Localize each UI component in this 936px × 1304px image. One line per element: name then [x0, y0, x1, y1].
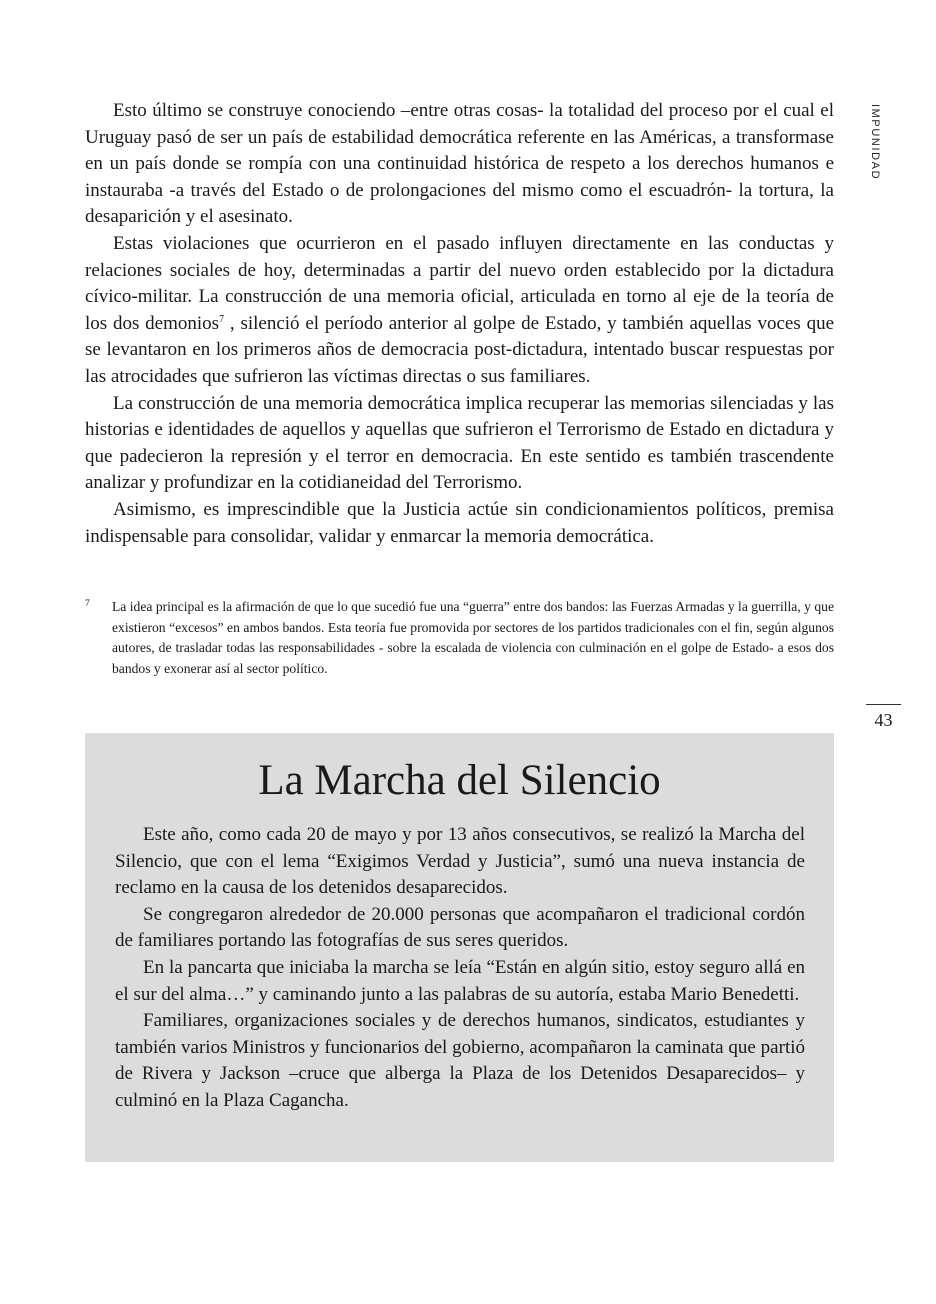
body-paragraph-3: La construcción de una memoria democrática implica recuperar las memorias silenciadas y las historias e identidades de aquellos y aquellas que sufrieron el Terrorismo de Estado en dictadura y que padecieron la represión y el terror en democracia. En este sentido es también trascendente analizar y profundizar en la cotidianeidad del Terrorismo. — [85, 392, 834, 494]
sidebar-box — [85, 733, 834, 1162]
box-paragraph-2: Se congregaron alrededor de 20.000 personas que acompañaron el tradicional cordón de familiares portando las fotografías de sus seres queridos. — [115, 903, 805, 952]
footnote-text: La idea principal es la afirmación de que lo que sucedió fue una “guerra” entre dos bandos: las Fuerzas Armadas y la guerrilla, y que existieron “excesos” en ambos bandos. Esta teoría fue promovida por sectores de los partidos tradicionales con el fin, según algunos autores, de trasladar todas las responsabilidades - sobre la escalada de violencia con culminación en el golpe de Estado- a esos dos bandos y exonerar así al sector político. — [112, 599, 834, 676]
box-paragraph-1: Este año, como cada 20 de mayo y por 13 años consecutivos, se realizó la Marcha del Silencio, que con el lema “Exigimos Verdad y Justicia”, sumó una nueva instancia de reclamo en la causa de los detenidos desaparecidos. — [115, 824, 805, 899]
body-paragraph-2-part-1: Estas violaciones que ocurrieron en el pasado influyen directamente en las conductas y relaciones sociales de hoy, determinadas a partir del nuevo orden establecido por la dictadura cívico-militar. La construcción de una memoria oficial, articulada en torno al eje de la teoría de los dos demonios — [85, 232, 834, 334]
box-paragraph-4: Familiares, organizaciones sociales y de derechos humanos, sindicatos, estudiantes y también varios Ministros y funcionarios del gobierno, acompañaron la caminata que partió de Rivera y Jackson –cruce que alberga la Plaza de los Detenidos Desaparecidos– y culminó en la Plaza Cagancha. — [115, 1010, 805, 1111]
page-number: 43 — [874, 710, 893, 730]
footnote-number: 7 — [85, 599, 90, 609]
body-paragraph-2-part-2: , silenció el período anterior al golpe de Estado, y también aquellas voces que se levantaron en los primeros años de democracia post-dictadura, intentado buscar respuestas por las atrocidades que sufrieron las víctimas directas o sus familiares. — [85, 312, 834, 387]
main-body-text — [85, 98, 834, 550]
footnote — [85, 597, 834, 679]
box-paragraph-3: En la pancarta que iniciaba la marcha se leía “Están en algún sitio, estoy seguro allá en el sur del alma…” y caminando junto a las palabras de su autoría, estaba Mario Benedetti. — [115, 956, 805, 1005]
body-paragraph-1: Esto último se construye conociendo –entre otras cosas- la totalidad del proceso por el cual el Uruguay pasó de ser un país de estabilidad democrática referente en las Américas, a transformase en un país donde se rompía con una continuidad histórica de respeto a los derechos humanos e instauraba -a través del Estado o de prolongaciones del mismo como el escuadrón- la tortura, la desaparición y el asesinato. — [85, 100, 834, 228]
box-body-text — [115, 822, 805, 1115]
box-title: La Marcha del Silencio — [258, 757, 661, 804]
body-paragraph-2 — [85, 231, 834, 391]
running-head: IMPUNIDAD — [869, 104, 881, 181]
footnote-reference: 7 — [219, 313, 225, 325]
page-number-rule — [866, 704, 901, 705]
body-paragraph-4: Asimismo, es imprescindible que la Justicia actúe sin condicionamientos políticos, premisa indispensable para consolidar, validar y enmarcar la memoria democrática. — [85, 498, 834, 547]
